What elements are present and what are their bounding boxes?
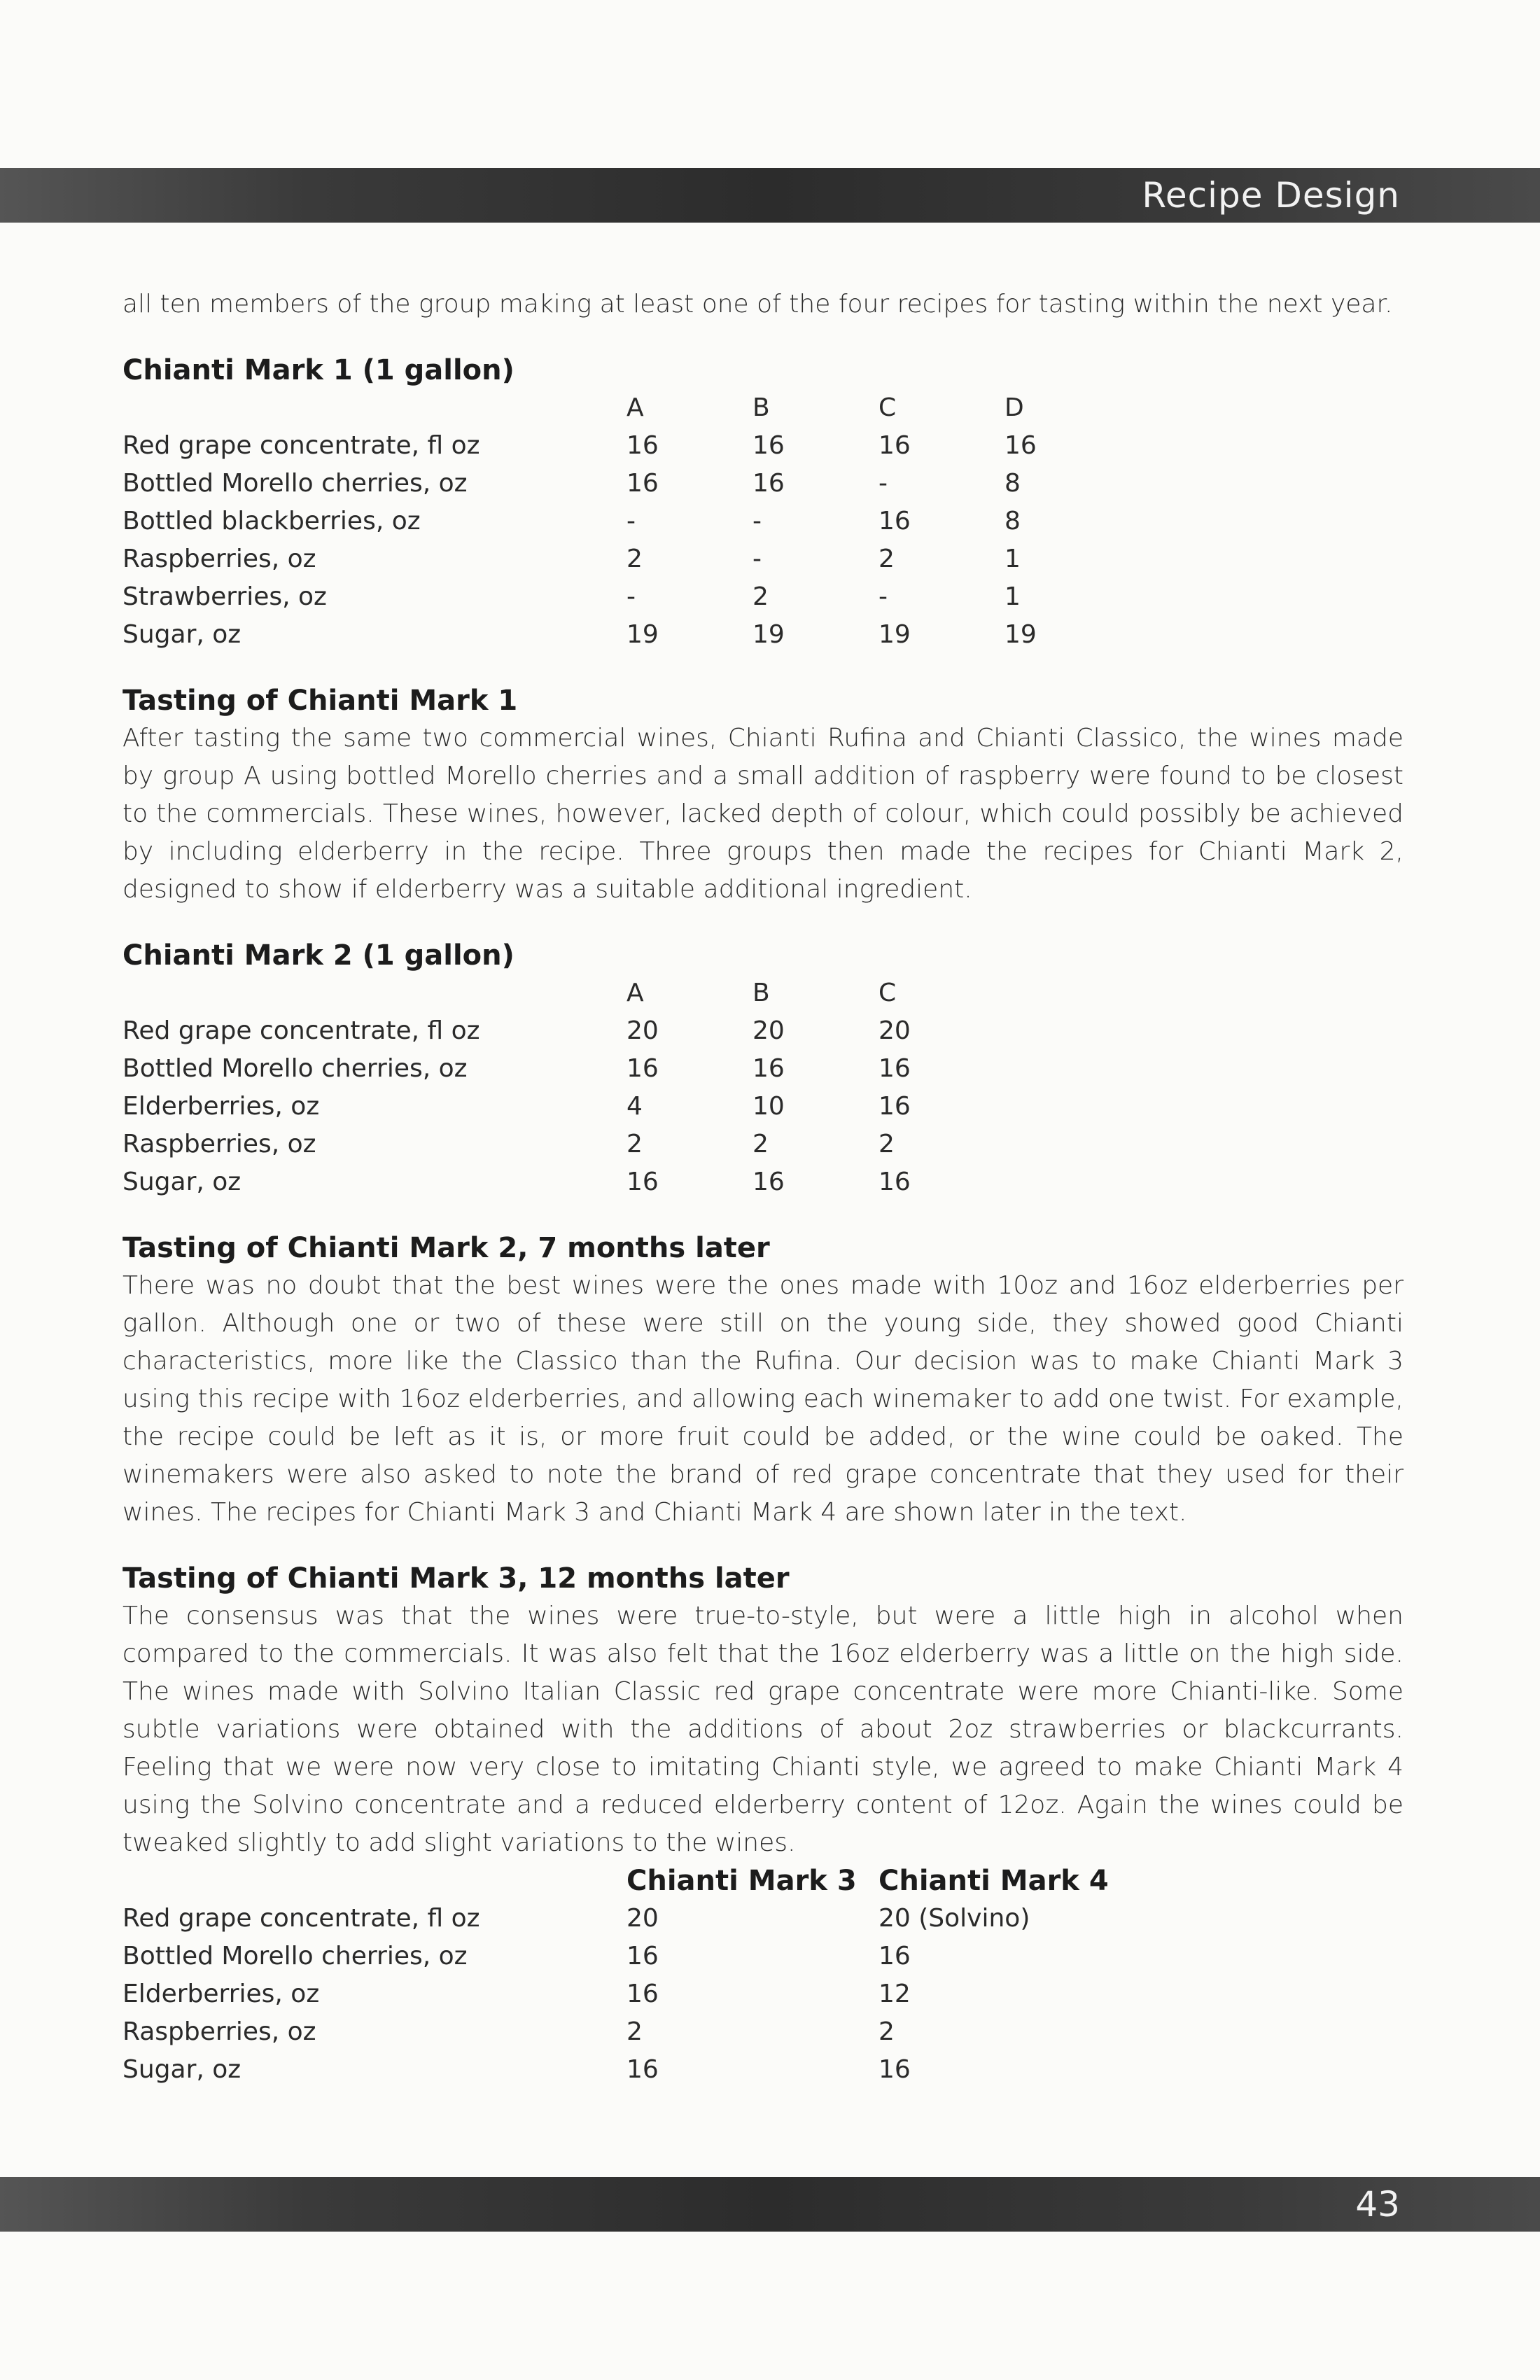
row-label: Bottled blackberries, oz bbox=[122, 507, 421, 536]
cell-value: 16 bbox=[752, 1168, 785, 1196]
row-label: Bottled Morello cherries, oz bbox=[122, 1054, 468, 1083]
footer-bar bbox=[0, 2177, 1540, 2232]
cell-value: 2 bbox=[752, 1130, 769, 1158]
cell-value: 16 bbox=[626, 1980, 659, 2008]
cell-value: 16 bbox=[752, 431, 785, 460]
cell-value: 20 bbox=[752, 1016, 785, 1045]
table-row bbox=[122, 465, 1130, 503]
mark2-header-row bbox=[122, 974, 1004, 1012]
cell-value: 16 bbox=[878, 1942, 911, 1970]
table-row bbox=[122, 1050, 1004, 1088]
cell-value: 16 bbox=[626, 1054, 659, 1083]
cell-value: 16 bbox=[878, 2055, 911, 2084]
cell-value: 1 bbox=[1004, 545, 1021, 573]
cell-value: 2 bbox=[878, 545, 895, 573]
header-bar bbox=[0, 168, 1540, 223]
table-row bbox=[122, 2051, 1130, 2089]
cell-value: 2 bbox=[626, 545, 643, 573]
table-row bbox=[122, 1900, 1130, 1938]
table-row bbox=[122, 1163, 1004, 1201]
table-row bbox=[122, 616, 1130, 654]
mark1-corner bbox=[122, 389, 626, 427]
cell-value: 16 bbox=[626, 1168, 659, 1196]
cell-value: 16 bbox=[752, 469, 785, 498]
mark1-col-header: B bbox=[752, 393, 770, 422]
row-label: Sugar, oz bbox=[122, 1168, 241, 1196]
tasting3-heading: Tasting of Chianti Mark 3, 12 months later bbox=[122, 1562, 790, 1595]
table-row bbox=[122, 1126, 1004, 1163]
cell-value: 19 bbox=[1004, 620, 1037, 649]
tasting1-text: After tasting the same two commercial wines, Chianti Rufina and Chianti Classico, the wines made by group A using bottled Morello cherries and a small addition of raspberry were found to be closest to the commercials. These wines, however, lacked depth of colour, which could possibly be achieved by including elderberry in the recipe. Three groups then made the recipes for Chianti Mark 2, designed to show if elderberry was a suitable additional ingredient. bbox=[122, 724, 1404, 904]
cell-value: 16 bbox=[752, 1054, 785, 1083]
row-label: Red grape concentrate, fl oz bbox=[122, 431, 480, 460]
cell-value: 16 bbox=[626, 431, 659, 460]
row-label: Red grape concentrate, fl oz bbox=[122, 1904, 480, 1933]
cell-value: 16 bbox=[626, 1942, 659, 1970]
table-row bbox=[122, 1975, 1130, 2013]
cell-value: 2 bbox=[752, 582, 769, 611]
mark34-col-header: Chianti Mark 3 bbox=[626, 1865, 857, 1897]
row-label: Elderberries, oz bbox=[122, 1092, 320, 1121]
table-row bbox=[122, 503, 1130, 540]
cell-value: 10 bbox=[752, 1092, 785, 1121]
cell-value: 2 bbox=[878, 2017, 895, 2046]
mark2-col-header: A bbox=[626, 979, 644, 1007]
mark2-corner bbox=[122, 974, 626, 1012]
table-row bbox=[122, 427, 1130, 465]
cell-value: 16 bbox=[626, 2055, 659, 2084]
cell-value: - bbox=[626, 582, 636, 611]
cell-value: - bbox=[878, 582, 888, 611]
cell-value: 2 bbox=[878, 1130, 895, 1158]
cell-value: 16 bbox=[878, 1092, 911, 1121]
mark1-col-header: C bbox=[878, 393, 897, 422]
mark34-header-row bbox=[122, 1862, 1130, 1900]
running-header-title: Recipe Design bbox=[1142, 175, 1400, 216]
cell-value: - bbox=[626, 507, 636, 536]
cell-value: 19 bbox=[626, 620, 659, 649]
cell-value: - bbox=[752, 507, 762, 536]
table-row bbox=[122, 2013, 1130, 2051]
row-label: Bottled Morello cherries, oz bbox=[122, 1942, 468, 1970]
cell-value: 20 bbox=[878, 1016, 911, 1045]
cell-value: 16 bbox=[878, 1054, 911, 1083]
table-row bbox=[122, 1012, 1004, 1050]
mark2-col-header: C bbox=[878, 979, 897, 1007]
mark1-col-header: D bbox=[1004, 393, 1024, 422]
cell-value: 19 bbox=[878, 620, 911, 649]
mark1-header-row bbox=[122, 389, 1130, 427]
cell-value: 19 bbox=[752, 620, 785, 649]
cell-value: 16 bbox=[1004, 431, 1037, 460]
cell-value: 16 bbox=[878, 431, 911, 460]
cell-value: 16 bbox=[878, 507, 911, 536]
tasting3-text: The consensus was that the wines were true-to-style, but were a little high in alcohol when compared to the commercials. It was also felt that the 16oz elderberry was a little on the high side. The wines made with Solvino Italian Classic red grape concentrate were more Chianti-like. Some subtle variations were obtained with the additions of about 2oz strawberries or blackcurrants. Feeling that we were now very close to imitating Chianti style, we agreed to make Chianti Mark 4 using the Solvino concentrate and a reduced elderberry content of 12oz. Again the wines could be tweaked slightly to add slight variations to the wines. bbox=[122, 1602, 1404, 1857]
row-label: Sugar, oz bbox=[122, 620, 241, 649]
mark1-table bbox=[122, 389, 1130, 654]
cell-value: 20 bbox=[626, 1904, 659, 1933]
cell-value: 16 bbox=[878, 1168, 911, 1196]
cell-value: 8 bbox=[1004, 507, 1021, 536]
mark2-heading: Chianti Mark 2 (1 gallon) bbox=[122, 939, 514, 972]
tasting2-heading: Tasting of Chianti Mark 2, 7 months later bbox=[122, 1232, 770, 1264]
row-label: Raspberries, oz bbox=[122, 545, 316, 573]
cell-value: 1 bbox=[1004, 582, 1021, 611]
cell-value: 20 (Solvino) bbox=[878, 1904, 1030, 1933]
mark1-col-header: A bbox=[626, 393, 644, 422]
table-row bbox=[122, 1088, 1004, 1126]
mark34-col-header: Chianti Mark 4 bbox=[878, 1865, 1109, 1897]
table-row bbox=[122, 540, 1130, 578]
tasting2-text: There was no doubt that the best wines were the ones made with 10oz and 16oz elderberries per gallon. Although one or two of these were still on the young side, they showed good Chianti characteristics, more like the Classico than the Rufina. Our decision was to make Chianti Mark 3 using this recipe with 16oz elderberries, and allowing each winemaker to add one twist. For example, the recipe could be left as it is, or more fruit could be added, or the wine could be oaked. The winemakers were also asked to note the brand of red grape concentrate that they used for their wines. The recipes for Chianti Mark 3 and Chianti Mark 4 are shown later in the text. bbox=[122, 1271, 1404, 1527]
intro-line: all ten members of the group making at least one of the four recipes for tasting within the next year. bbox=[122, 290, 1393, 318]
cell-value: 4 bbox=[626, 1092, 643, 1121]
mark2-col-header: B bbox=[752, 979, 770, 1007]
mark34-table bbox=[122, 1862, 1130, 2089]
cell-value: 2 bbox=[626, 2017, 643, 2046]
row-label: Elderberries, oz bbox=[122, 1980, 320, 2008]
tasting1-heading: Tasting of Chianti Mark 1 bbox=[122, 685, 518, 717]
row-label: Bottled Morello cherries, oz bbox=[122, 469, 468, 498]
page-number: 43 bbox=[1355, 2184, 1400, 2225]
row-label: Raspberries, oz bbox=[122, 2017, 316, 2046]
cell-value: 20 bbox=[626, 1016, 659, 1045]
table-row bbox=[122, 1938, 1130, 1975]
row-label: Red grape concentrate, fl oz bbox=[122, 1016, 480, 1045]
cell-value: 2 bbox=[626, 1130, 643, 1158]
mark2-table bbox=[122, 974, 1004, 1201]
cell-value: 16 bbox=[626, 469, 659, 498]
cell-value: 8 bbox=[1004, 469, 1021, 498]
cell-value: 12 bbox=[878, 1980, 911, 2008]
mark1-heading: Chianti Mark 1 (1 gallon) bbox=[122, 354, 514, 386]
table-row bbox=[122, 578, 1130, 616]
row-label: Strawberries, oz bbox=[122, 582, 327, 611]
row-label: Raspberries, oz bbox=[122, 1130, 316, 1158]
cell-value: - bbox=[752, 545, 762, 573]
row-label: Sugar, oz bbox=[122, 2055, 241, 2084]
page-content bbox=[122, 286, 1404, 2089]
cell-value: - bbox=[878, 469, 888, 498]
mark34-corner bbox=[122, 1862, 626, 1900]
